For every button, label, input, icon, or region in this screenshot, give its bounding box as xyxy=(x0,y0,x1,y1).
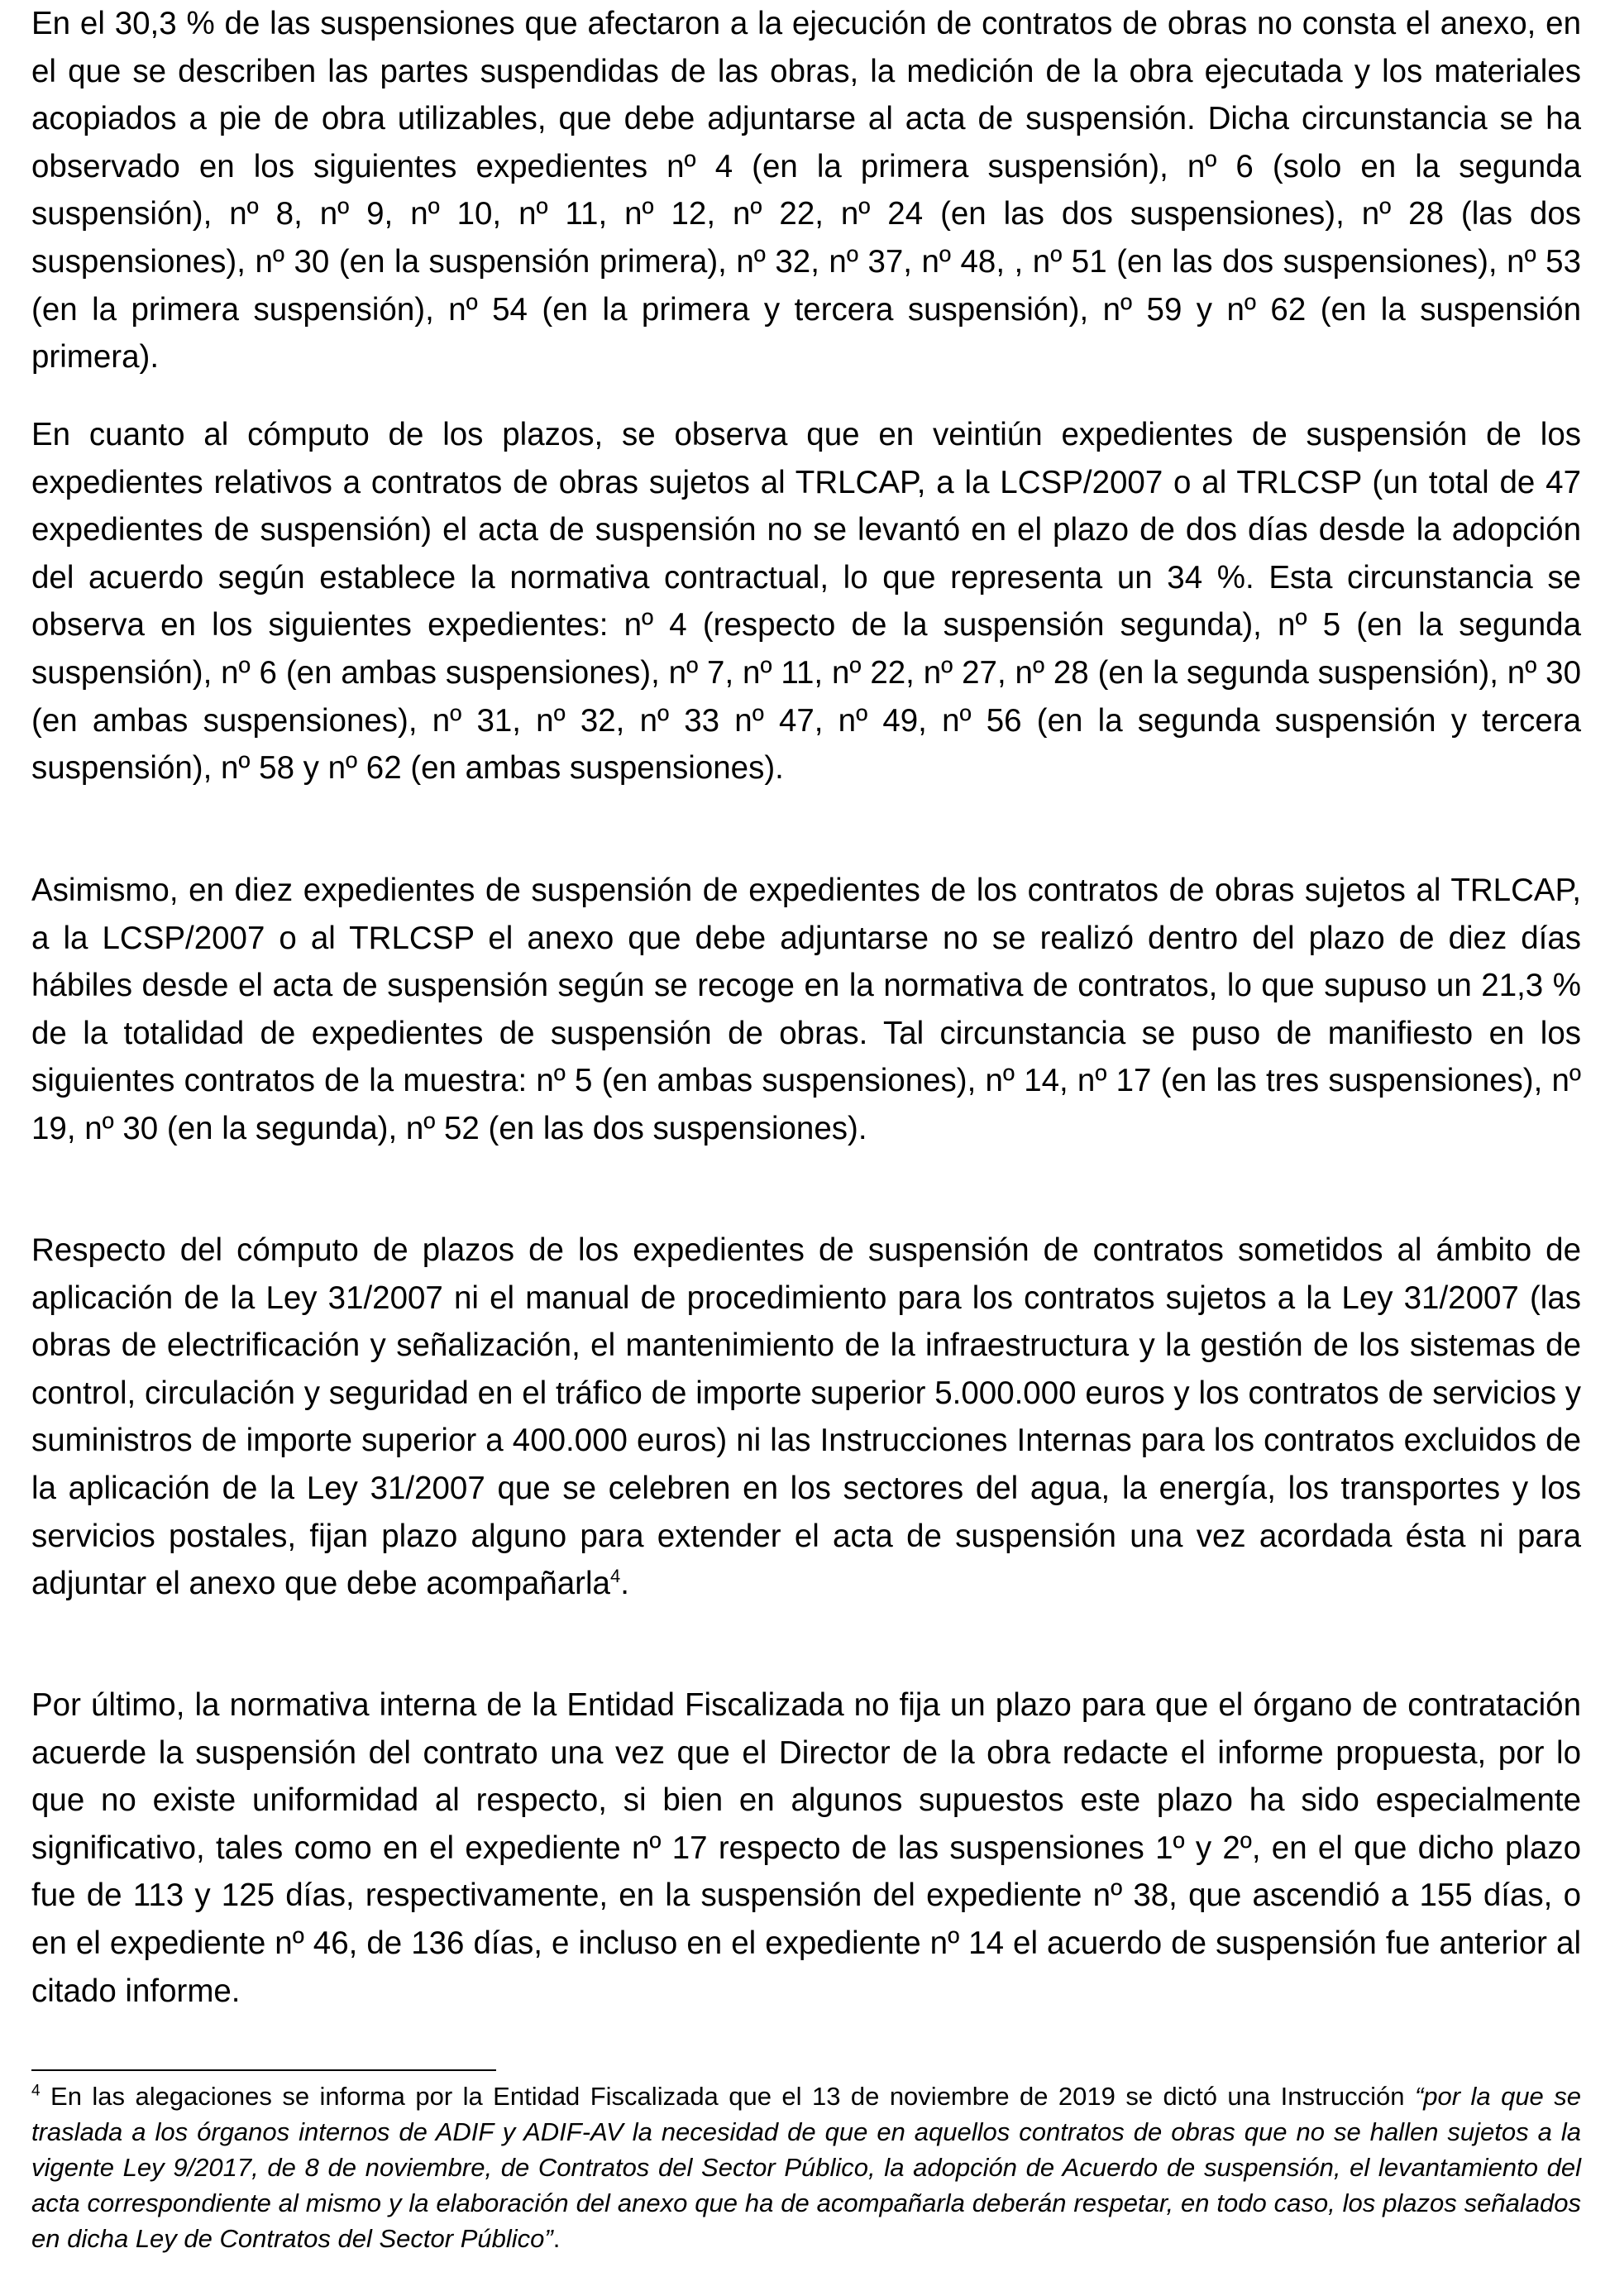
paragraph-act-deadline: En cuanto al cómputo de los plazos, se observa que en veintiún expedientes de suspensión de los expedientes relativos a contratos de obras sujetos al TRLCAP, a la LCSP/2007 o al TRLCSP (un total de 47 expedientes de suspensión) el acta de suspensión no se levantó en el plazo de dos días desde la adopción del acuerdo según establece la normativa contractual, lo que representa un 34 %. Esta circunstancia se observa en los siguientes expedientes: nº 4 (respecto de la suspensión segunda), nº 5 (en la segunda suspensión), nº 6 (en ambas suspensiones), nº 7, nº 11, nº 22, nº 27, nº 28 (en la segunda suspensión), nº 30 (en ambas suspensiones), nº 31, nº 32, nº 33 nº 47, nº 49, nº 56 (en la segunda suspensión y tercera suspensión), nº 58 y nº 62 (en ambas suspensiones). xyxy=(31,417,1581,787)
footnote-reference[interactable]: 4 xyxy=(609,1566,621,1587)
paragraph-internal-rules: Por último, la normativa interna de la Entidad Fiscalizada no fija un plazo para que el órgano de contratación acuerde la suspensión del contrato una vez que el Director de la obra redacte el informe propuesta, por lo que no existe uniformidad al respecto, si bien en algunos supuestos este plazo ha sido especialmente significativo, tales como en el expediente nº 17 respecto de las suspensiones 1º y 2º, en el que dicho plazo fue de 113 y 125 días, respectivamente, en la suspensión del expediente nº 38, que ascendió a 155 días, o en el expediente nº 46, de 136 días, e incluso en el expediente nº 14 el acuerdo de suspensión fue anterior al citado informe. xyxy=(31,1687,1581,2009)
paragraph-ley-31-2007-text: Respecto del cómputo de plazos de los expedientes de suspensión de contratos sometidos al ámbito de aplicación de la Ley 31/2007 ni el manual de procedimiento para los contratos sujetos a la Ley 31/2007 (las obras de electrificación y señalización, el mantenimiento de la infraestructura y la gestión de los sistemas de control, circulación y seguridad en el tráfico de importe superior 5.000.000 euros y los contratos de servicios y suministros de importe superior a 400.000 euros) ni las Instrucciones Internas para los contratos excluidos de la aplicación de la Ley 31/2007 que se celebren en los sectores del agua, la energía, los transportes y los servicios postales, fijan plazo alguno para extender el acta de suspensión una vez acordada ésta ni para adjuntar el anexo que debe acompañarla xyxy=(31,1232,1581,1602)
paragraph-annex-missing: En el 30,3 % de las suspensiones que afectaron a la ejecución de contratos de obras no consta el anexo, en el que se describen las partes suspendidas de las obras, la medición de la obra ejecutada y los materiales acopiados a pie de obra utilizables, que debe adjuntarse al acta de suspensión. Dicha circunstancia se ha observado en los siguientes expedientes nº 4 (en la primera suspensión), nº 6 (solo en la segunda suspensión), nº 8, nº 9, nº 10, nº 11, nº 12, nº 22, nº 24 (en las dos suspensiones), nº 28 (las dos suspensiones), nº 30 (en la suspensión primera), nº 32, nº 37, nº 48, , nº 51 (en las dos suspensiones), nº 53 (en la primera suspensión), nº 54 (en la primera y tercera suspensión), nº 59 y nº 62 (en la suspensión primera). xyxy=(31,6,1581,375)
footnote-text: En las alegaciones se informa por la Entidad Fiscalizada que el 13 de noviembre de 2019 se dictó una Instrucción xyxy=(40,2082,1415,2111)
footnote-marker: 4 xyxy=(31,2082,41,2100)
paragraph-ley-31-2007-end: . xyxy=(620,1566,629,1602)
paragraph-ley-31-2007 xyxy=(31,1227,1581,1608)
footnote xyxy=(31,2078,1581,2256)
footnote-separator xyxy=(31,2069,496,2071)
paragraph-annex-late: Asimismo, en diez expedientes de suspensión de expedientes de los contratos de obras sujetos al TRLCAP, a la LCSP/2007 o al TRLCSP el anexo que debe adjuntarse no se realizó dentro del plazo de diez días hábiles desde el acta de suspensión según se recoge en la normativa de contratos, lo que supuso un 21,3 % de la totalidad de expedientes de suspensión de obras. Tal circunstancia se puso de manifiesto en los siguientes contratos de la muestra: nº 5 (en ambas suspensiones), nº 14, nº 17 (en las tres suspensiones), nº 19, nº 30 (en la segunda), nº 52 (en las dos suspensiones). xyxy=(31,873,1581,1146)
footnote-end: . xyxy=(552,2224,561,2253)
footnote-quote: “por la que se traslada a los órganos internos de ADIF y ADIF-AV la necesidad de que en aquellos contratos de obras que no se hallen sujetos a la vigente Ley 9/2017, de 8 de noviembre, de Contratos del Sector Público, la adopción de Acuerdo de suspensión, el levantamiento del acta correspondiente al mismo y la elaboración del anexo que ha de acompañarla deberán respetar, en todo caso, los plazos señalados en dicha Ley de Contratos del Sector Público” xyxy=(31,2082,1581,2253)
